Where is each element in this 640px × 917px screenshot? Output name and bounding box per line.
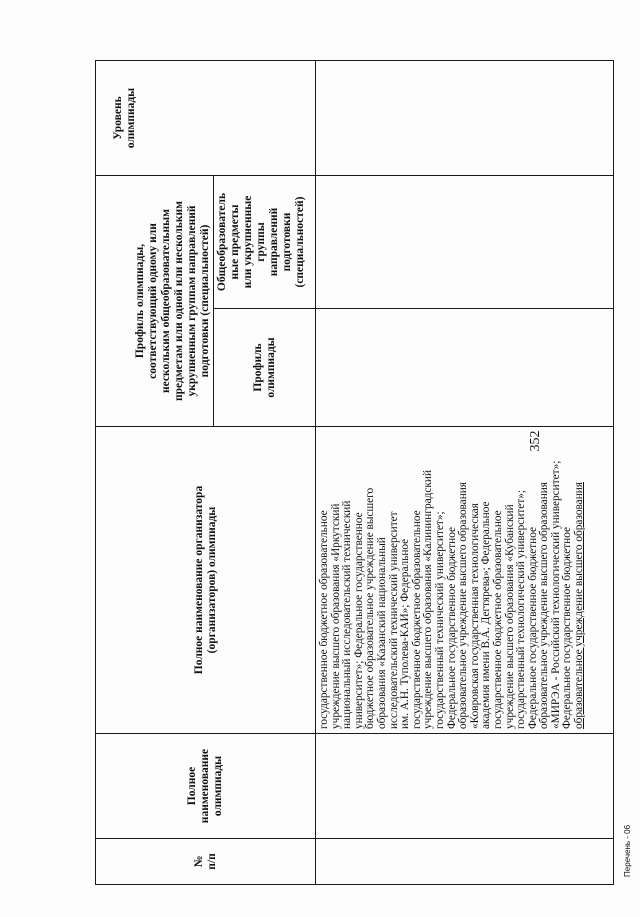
header-profile-group: Профиль олимпиады, соответствующий одному или нескольким общеобразовательным предметам или одной или нескольким укрупненным группам направлений подготовки (специальностей): [96, 176, 214, 427]
cell-subjects: [316, 176, 614, 309]
organizer-line: национальный исследовательский технический: [341, 500, 354, 729]
organizer-line: учреждение высшего образования «Кубанский: [503, 504, 516, 729]
header-subjects: Общеобразователь ные предметы или укрупненные группы направлений подготовки (специальностей): [214, 176, 316, 309]
header-organizer: Полное наименование организатора (организаторов) олимпиады: [96, 427, 316, 734]
organizer-line: образовательное учреждение высшего образования: [573, 482, 586, 729]
organizer-line: Федеральное государственное бюджетное: [561, 526, 574, 729]
organizer-line: Федеральное государственное бюджетное: [526, 526, 539, 729]
cell-level: [316, 61, 614, 176]
organizer-line: государственный технический университет»;: [433, 511, 446, 729]
organizer-line: «Ковровская государственная технологическая: [468, 503, 481, 729]
organizer-line: университет»; Федеральное государственное: [352, 512, 365, 729]
header-num: № п/п: [96, 839, 316, 885]
header-full-name: Полное наименование олимпиады: [96, 734, 316, 839]
rotated-sheet: [95, 42, 635, 885]
organizer-line: учреждение высшего образования «Калининградский: [422, 470, 435, 729]
footer-note: Перечень - 06: [623, 824, 632, 877]
header-profile: Профиль олимпиады: [214, 309, 316, 427]
organizer-line: бюджетное образовательное учреждение высшего: [364, 487, 377, 729]
organizer-line: образовательное учреждение высшего образования: [457, 482, 470, 729]
organizer-line: им. А.Н. Туполева-КАИ»; Федеральное: [399, 538, 412, 729]
header-level: Уровень олимпиады: [96, 61, 316, 176]
organizer-line: образовательное учреждение высшего образования: [538, 482, 551, 729]
organizer-line: государственное бюджетное образовательное: [318, 510, 330, 729]
cell-full-name: [316, 734, 614, 839]
olympiad-table: [95, 60, 614, 885]
organizer-line: Федеральное государственное бюджетное: [445, 526, 458, 729]
organizer-line: «МИРЭА - Российский технологический университет»;: [549, 460, 562, 729]
organizer-line: государственный технологический университет»;: [515, 489, 528, 729]
cell-num: [316, 839, 614, 885]
organizer-line: учреждение высшего образования «Иркутский: [329, 503, 342, 729]
organizer-line: образования «Казанский национальный: [375, 537, 388, 729]
organizer-line: государственное бюджетное образовательное: [491, 510, 504, 729]
organizer-line: академия имени В.А. Дегтярева»; Федеральное: [480, 501, 493, 729]
cell-profile: [316, 309, 614, 427]
cell-organizer: [316, 427, 614, 734]
page-number: 352: [528, 430, 543, 452]
organizer-line: государственное бюджетное образовательное: [410, 510, 423, 729]
organizer-line: исследовательский технический университет: [387, 511, 400, 729]
